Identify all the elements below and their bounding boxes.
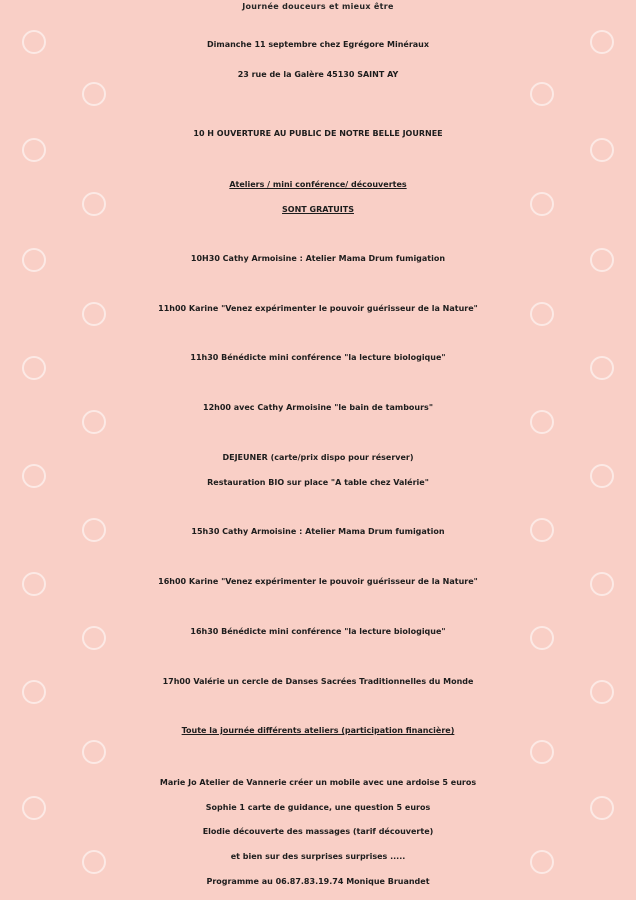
free-notice: SONT GRATUITS xyxy=(282,205,354,214)
schedule-item: 11h30 Bénédicte mini conférence "la lecture biologique" xyxy=(190,353,446,362)
schedule-item: 12h00 avec Cathy Armoisine "le bain de tambours" xyxy=(203,403,433,412)
paid-workshops-heading: Toute la journée différents ateliers (participation financière) xyxy=(181,726,455,735)
page-title: Journée douceurs et mieux être xyxy=(242,2,394,11)
schedule-item: 16h30 Bénédicte mini conférence "la lecture biologique" xyxy=(190,627,446,636)
schedule-item: 15h30 Cathy Armoisine : Atelier Mama Drum fumigation xyxy=(191,527,445,536)
schedule-item: 11h00 Karine "Venez expérimenter le pouvoir guérisseur de la Nature" xyxy=(158,304,478,313)
opening-line: 10 H OUVERTURE AU PUBLIC DE NOTRE BELLE JOURNEE xyxy=(193,129,443,138)
surprises-line: et bien sur des surprises surprises ..... xyxy=(230,852,406,861)
paid-workshop-item: Marie Jo Atelier de Vannerie créer un mobile avec une ardoise 5 euros xyxy=(159,778,477,787)
schedule-item: 16h00 Karine "Venez expérimenter le pouvoir guérisseur de la Nature" xyxy=(158,577,478,586)
lunch-line: DEJEUNER (carte/prix dispo pour réserver) xyxy=(222,453,414,462)
restaurant-line: Restauration BIO sur place "A table chez Valérie" xyxy=(207,478,429,487)
event-date: Dimanche 11 septembre chez Egrégore Minéraux xyxy=(206,40,430,49)
schedule-item: 10H30 Cathy Armoisine : Atelier Mama Drum fumigation xyxy=(190,254,446,263)
event-address: 23 rue de la Galère 45130 SAINT AY xyxy=(237,70,399,79)
free-activities-line: Ateliers / mini conférence/ découvertes xyxy=(229,180,407,189)
paid-workshop-item: Sophie 1 carte de guidance, une question 5 euros xyxy=(205,803,431,812)
contact-line: Programme au 06.87.83.19.74 Monique Bruandet xyxy=(206,877,430,886)
schedule-item: 17h00 Valérie un cercle de Danses Sacrées Traditionnelles du Monde xyxy=(162,677,474,686)
paid-workshop-item: Elodie découverte des massages (tarif découverte) xyxy=(202,827,434,836)
